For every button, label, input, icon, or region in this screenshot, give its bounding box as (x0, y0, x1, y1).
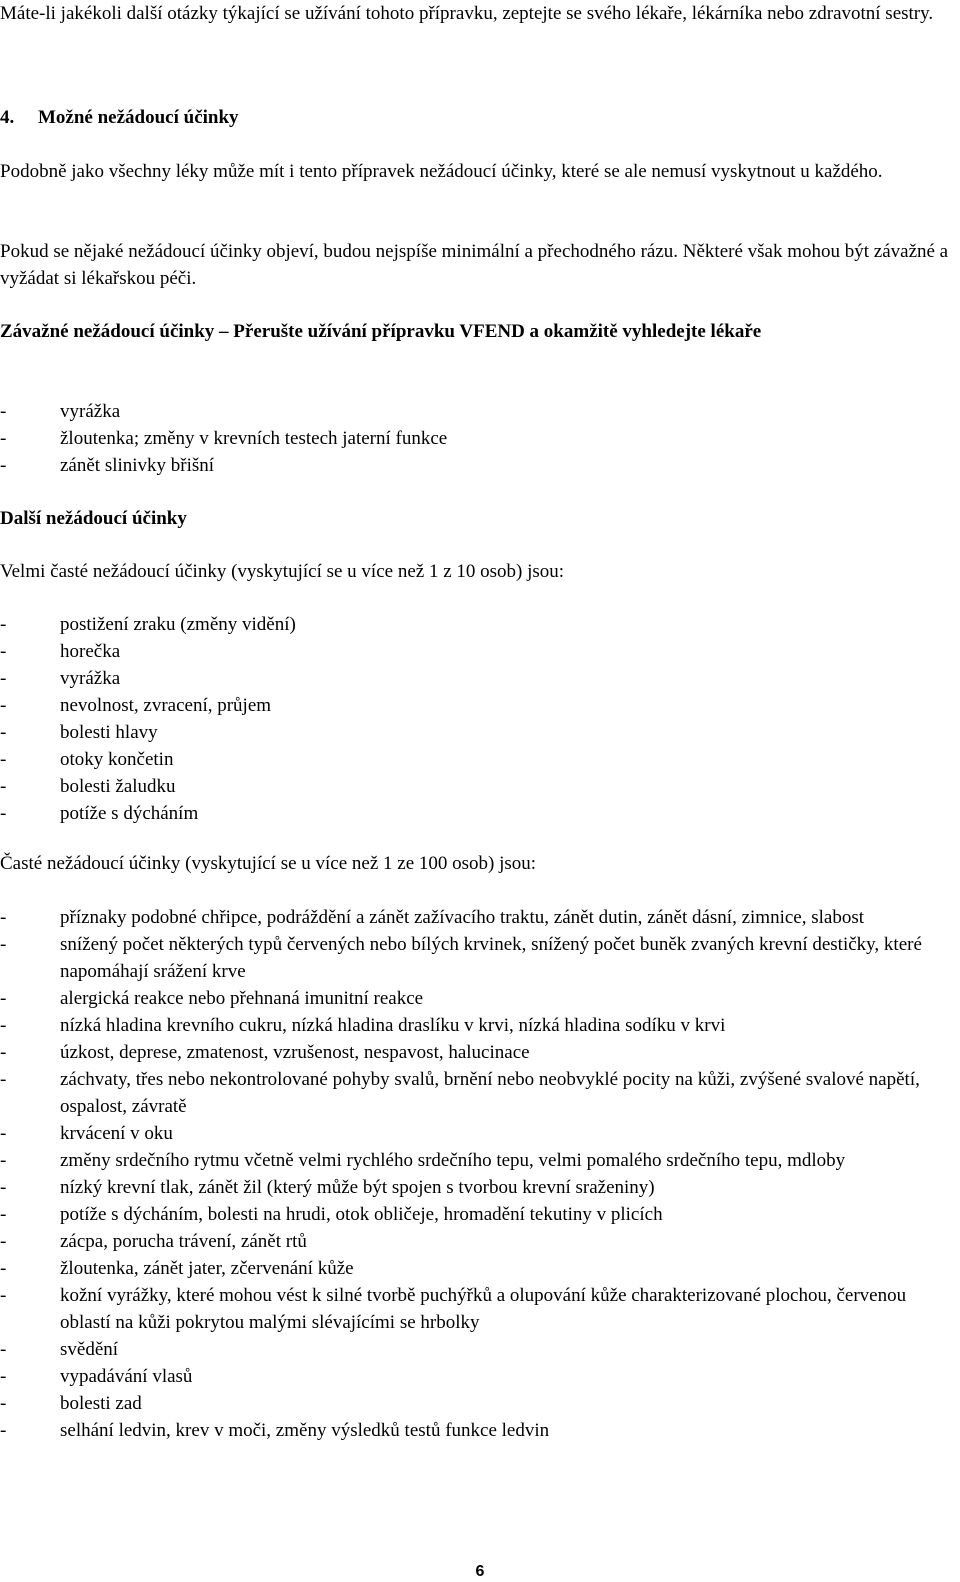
list-item: - úzkost, deprese, zmatenost, vzrušenost, nespavost, halucinace (0, 1039, 952, 1066)
list-item: - potíže s dýcháním (0, 800, 952, 827)
list-item: - žloutenka; změny v krevních testech jaterní funkce (0, 425, 952, 452)
list-item: - vyrážka (0, 398, 952, 425)
list-item: - vyrážka (0, 665, 952, 692)
list-item: - příznaky podobné chřipce, podráždění a zánět zažívacího traktu, zánět dutin, zánět dásní, zimnice, slabost (0, 904, 952, 931)
list-item: - nízký krevní tlak, zánět žil (který může být spojen s tvorbou krevní sraženiny) (0, 1174, 952, 1201)
list-item: - bolesti hlavy (0, 719, 952, 746)
list-item: - zánět slinivky břišní (0, 452, 952, 479)
list-item: - svědění (0, 1336, 952, 1363)
paragraph-general: Podobně jako všechny léky může mít i tento přípravek nežádoucí účinky, které se ale nemusí vyskytnout u každého. (0, 161, 883, 182)
paragraph-minimal: Pokud se nějaké nežádoucí účinky objeví, budou nejspíše minimální a přechodného rázu. Některé však mohou být závažné a vyžádat si lékařskou péči. (0, 241, 949, 289)
list-item: - bolesti zad (0, 1390, 952, 1417)
common-intro: Časté nežádoucí účinky (vyskytující se u více než 1 ze 100 osob) jsou: (0, 853, 537, 874)
list-item: - postižení zraku (změny vidění) (0, 611, 952, 638)
section-heading: 4. Možné nežádoucí účinky (0, 107, 239, 128)
very-common-intro: Velmi časté nežádoucí účinky (vyskytující se u více než 1 z 10 osob) jsou: (0, 561, 565, 582)
serious-effects-heading: Závažné nežádoucí účinky – Přerušte užívání přípravku VFEND a okamžitě vyhledejte lékaře (0, 321, 762, 342)
list-item: - horečka (0, 638, 952, 665)
very-common-list (0, 611, 952, 827)
list-item: - kožní vyrážky, které mohou vést k silné tvorbě puchýřků a olupování kůže charakterizované plochou, červenou oblastí na kůži pokrytou malými slévajícími se hrbolky (0, 1282, 952, 1336)
other-effects-heading: Další nežádoucí účinky (0, 508, 187, 529)
list-item: - otoky končetin (0, 746, 952, 773)
list-item: - bolesti žaludku (0, 773, 952, 800)
list-item: - nízká hladina krevního cukru, nízká hladina draslíku v krvi, nízká hladina sodíku v krvi (0, 1012, 952, 1039)
list-item: - potíže s dýcháním, bolesti na hrudi, otok obličeje, hromadění tekutiny v plicích (0, 1201, 952, 1228)
list-item: - snížený počet některých typů červených nebo bílých krvinek, snížený počet buněk zvaných krevní destičky, které napomáhají srážení krve (0, 931, 952, 985)
intro-paragraph: Máte-li jakékoli další otázky týkající se užívání tohoto přípravku, zeptejte se svého lékaře, lékárníka nebo zdravotní sestry. (0, 3, 934, 24)
list-item: - záchvaty, třes nebo nekontrolované pohyby svalů, brnění nebo neobvyklé pocity na kůži, zvýšené svalové napětí, ospalost, závratě (0, 1066, 952, 1120)
page-number: 6 (475, 1563, 485, 1580)
common-list (0, 904, 952, 1444)
list-item: - změny srdečního rytmu včetně velmi rychlého srdečního tepu, velmi pomalého srdečního tepu, mdloby (0, 1147, 952, 1174)
list-item: - žloutenka, zánět jater, zčervenání kůže (0, 1255, 952, 1282)
list-item: - selhání ledvin, krev v moči, změny výsledků testů funkce ledvin (0, 1417, 952, 1444)
serious-effects-list (0, 398, 952, 479)
list-item: - krvácení v oku (0, 1120, 952, 1147)
list-item: - alergická reakce nebo přehnaná imunitní reakce (0, 985, 952, 1012)
list-item: - vypadávání vlasů (0, 1363, 952, 1390)
list-item: - zácpa, porucha trávení, zánět rtů (0, 1228, 952, 1255)
list-item: - nevolnost, zvracení, průjem (0, 692, 952, 719)
